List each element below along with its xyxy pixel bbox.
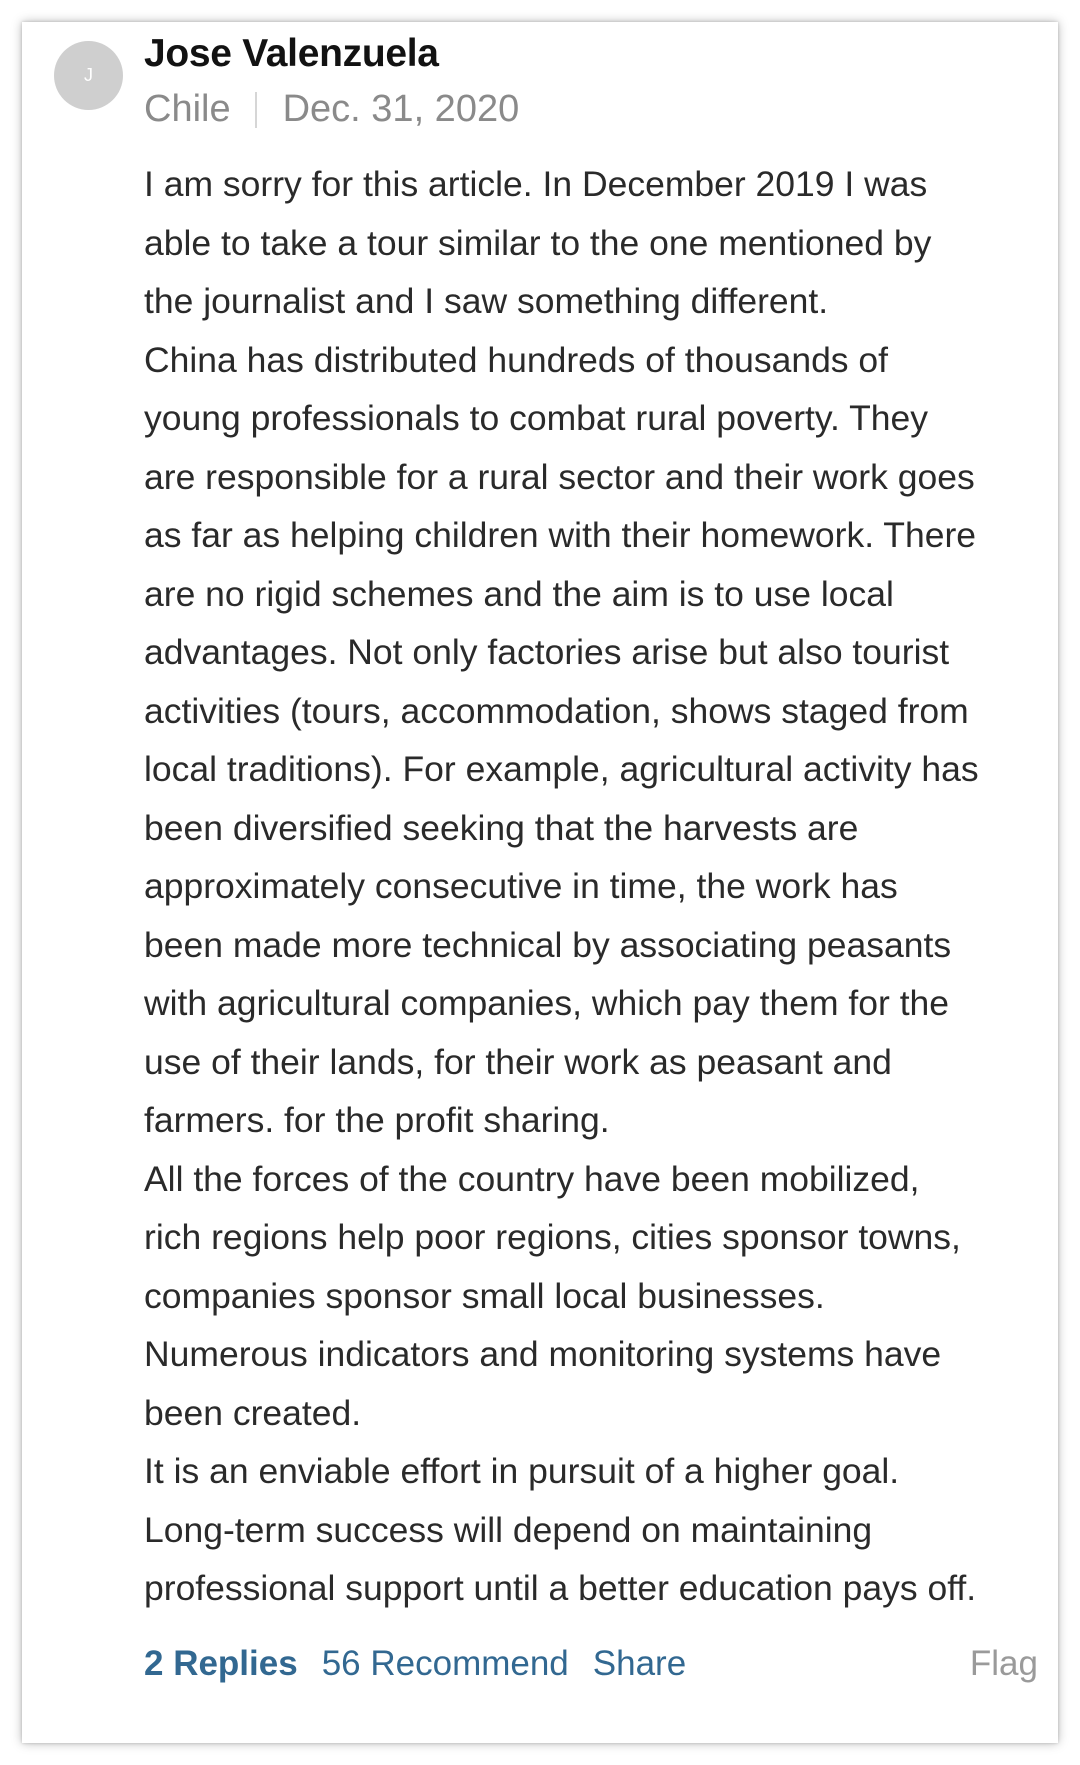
comment-body xyxy=(144,155,1058,1618)
comment-line: It is an enviable effort in pursuit of a higher goal. xyxy=(144,1451,900,1491)
comment-line: as far as helping children with their homework. There xyxy=(144,515,977,555)
comment-line: I am sorry for this article. In December 2019 I was xyxy=(144,164,928,204)
comment-author: Jose Valenzuela xyxy=(144,32,439,75)
comment-line: approximately consecutive in time, the work has xyxy=(144,866,898,906)
comment-line: are responsible for a rural sector and their work goes xyxy=(144,456,975,497)
comment-line: companies sponsor small local businesses. xyxy=(144,1275,825,1316)
share-button[interactable]: Share xyxy=(592,1644,687,1683)
comment-line: able to take a tour similar to the one mentioned by xyxy=(144,222,932,263)
comment-line: Long-term success will depend on maintaining xyxy=(144,1509,873,1550)
comment-line: been created. xyxy=(144,1392,362,1433)
comment-line: the journalist and I saw something different. xyxy=(144,281,829,321)
meta-divider xyxy=(255,92,257,128)
comment-location: Chile xyxy=(144,88,231,130)
comment-line: been diversified seeking that the harvests are xyxy=(144,807,859,848)
comment-line: All the forces of the country have been mobilized, xyxy=(144,1158,920,1199)
comment-line: with agricultural companies, which pay them for the xyxy=(144,983,950,1023)
comment-date: Dec. 31, 2020 xyxy=(282,88,520,130)
comment-line: rich regions help poor regions, cities sponsor towns, xyxy=(144,1217,961,1257)
comment-line: professional support until a better education pays off. xyxy=(144,1568,977,1608)
comment-actions xyxy=(144,1644,686,1684)
avatar xyxy=(54,41,123,110)
flag-button[interactable]: Flag xyxy=(969,1644,1038,1683)
comment-line: China has distributed hundreds of thousands of xyxy=(144,339,889,380)
recommend-button[interactable]: 56 Recommend xyxy=(321,1644,569,1683)
comment-line: Numerous indicators and monitoring systems have xyxy=(144,1334,942,1374)
avatar-initial: J xyxy=(84,65,93,85)
comment-card xyxy=(22,22,1058,1743)
comment-line: young professionals to combat rural poverty. They xyxy=(144,398,929,438)
comment-line: farmers. for the profit sharing. xyxy=(144,1100,610,1140)
comment-line: use of their lands, for their work as peasant and xyxy=(144,1041,892,1082)
comment-line: been made more technical by associating peasants xyxy=(144,924,952,965)
replies-link[interactable]: 2 Replies xyxy=(144,1644,298,1683)
comment-line: activities (tours, accommodation, shows staged from xyxy=(144,690,969,731)
comment-line: are no rigid schemes and the aim is to use local xyxy=(144,573,894,614)
comment-meta xyxy=(144,88,519,131)
comment-line: advantages. Not only factories arise but also tourist xyxy=(144,632,950,672)
comment-line: local traditions). For example, agricultural activity has xyxy=(144,749,979,789)
